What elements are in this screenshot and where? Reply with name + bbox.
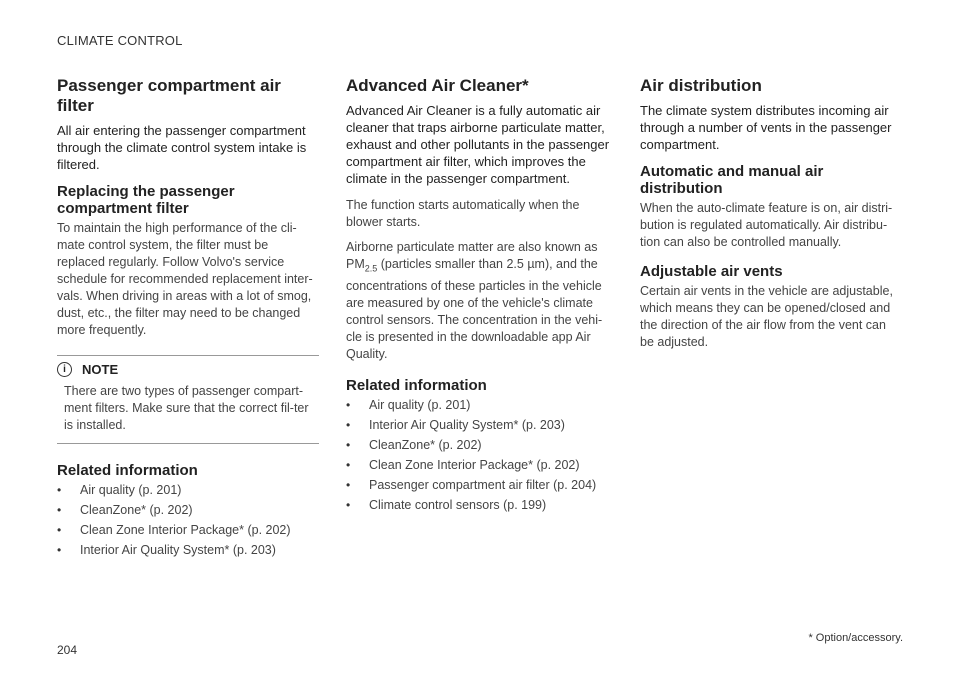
link-text: Interior Air Quality System* (p. 203) xyxy=(80,543,276,557)
note-box xyxy=(57,355,319,444)
subscript: 2.5 xyxy=(364,263,378,274)
link-text: CleanZone* (p. 202) xyxy=(369,437,482,452)
bullet-icon: • xyxy=(57,523,62,537)
text-part: (particles smaller than 2.5 µm), and the concentrations of these particles in the vehicle are measured by one of the vehicle's climate control sensors. The concentration in the vehi-cle is presented in the downloadable app Air Quality. xyxy=(346,257,603,361)
info-icon: i xyxy=(57,362,72,377)
list-item[interactable] xyxy=(346,437,614,454)
subsection-title: Automatic and manual air distribution xyxy=(640,163,824,197)
note-title: NOTE xyxy=(82,362,119,377)
column-advanced-air-cleaner xyxy=(346,76,614,517)
link-text: Climate control sensors (p. 199) xyxy=(369,497,547,512)
section-title: Advanced Air Cleaner* xyxy=(346,76,529,95)
bullet-icon: • xyxy=(346,457,351,472)
page-number: 204 xyxy=(57,643,78,657)
body-text xyxy=(346,239,614,363)
link-text: Clean Zone Interior Package* (p. 202) xyxy=(369,457,580,472)
list-item[interactable] xyxy=(57,542,319,559)
subsection-title: Replacing the passenger compartment filter xyxy=(57,183,235,217)
list-item[interactable] xyxy=(346,417,614,434)
intro-text: All air entering the passenger compartment through the climate control system intake is filtered. xyxy=(57,123,307,172)
intro-text: Advanced Air Cleaner is a fully automatic air cleaner that traps airborne particulate matter, exhaust and other pollutants in the passenger compartment air filter, which improves the climate in the passenger compartment. xyxy=(346,103,610,186)
section-title: Air distribution xyxy=(640,76,762,95)
section-header: CLIMATE CONTROL xyxy=(57,33,183,48)
list-item[interactable] xyxy=(346,457,614,474)
list-item[interactable] xyxy=(57,502,319,519)
bullet-icon: • xyxy=(346,397,351,412)
list-item[interactable] xyxy=(57,482,319,499)
link-text: Interior Air Quality System* (p. 203) xyxy=(369,417,565,432)
bullet-icon: • xyxy=(346,497,351,512)
bullet-icon: • xyxy=(346,437,351,452)
list-item[interactable] xyxy=(346,397,614,414)
column-air-distribution xyxy=(640,76,902,359)
link-text: Air quality (p. 201) xyxy=(80,483,182,497)
bullet-icon: • xyxy=(57,543,62,557)
link-text: Passenger compartment air filter (p. 204) xyxy=(369,477,597,492)
related-list xyxy=(346,397,614,514)
related-list xyxy=(57,482,319,559)
bullet-icon: • xyxy=(57,503,62,517)
intro-text: The climate system distributes incoming air through a number of vents in the passenger compartment. xyxy=(640,103,892,152)
list-item[interactable] xyxy=(57,522,319,539)
link-text: CleanZone* (p. 202) xyxy=(80,503,193,517)
body-text: The function starts automatically when the blower starts. xyxy=(346,198,580,229)
bullet-icon: • xyxy=(57,483,62,497)
list-item[interactable] xyxy=(346,477,614,494)
list-item[interactable] xyxy=(346,497,614,514)
footnote: * Option/accessory. xyxy=(808,632,903,644)
note-header xyxy=(57,362,319,377)
body-text: When the auto-climate feature is on, air distri-bution is regulated automatically. Air distribu-tion can also be controlled manually. xyxy=(640,201,893,249)
link-text: Clean Zone Interior Package* (p. 202) xyxy=(80,523,291,537)
link-text: Air quality (p. 201) xyxy=(369,397,471,412)
bullet-icon: • xyxy=(346,417,351,432)
note-text: There are two types of passenger compart-ment filters. Make sure that the correct fil-ter is installed. xyxy=(64,384,309,432)
text-part: Airborne particulate matter are also known as PM xyxy=(346,240,598,271)
column-passenger-filter xyxy=(57,76,319,562)
bullet-icon: • xyxy=(346,477,351,492)
related-title: Related information xyxy=(57,462,198,479)
body-text: Certain air vents in the vehicle are adjustable, which means they can be opened/closed and the direction of the air flow from the vent can be adjusted. xyxy=(640,284,893,349)
related-title: Related information xyxy=(346,376,487,394)
section-title: Passenger compartment air filter xyxy=(57,76,281,115)
subsection-title: Adjustable air vents xyxy=(640,263,783,280)
body-text: To maintain the high performance of the cli-mate control system, the filter must be replaced regularly. Follow Volvo's service schedule for recommended replacement inter-vals. When driving in areas with a lot of smog, dust, etc., the filter may need to be changed more frequently. xyxy=(57,221,313,337)
